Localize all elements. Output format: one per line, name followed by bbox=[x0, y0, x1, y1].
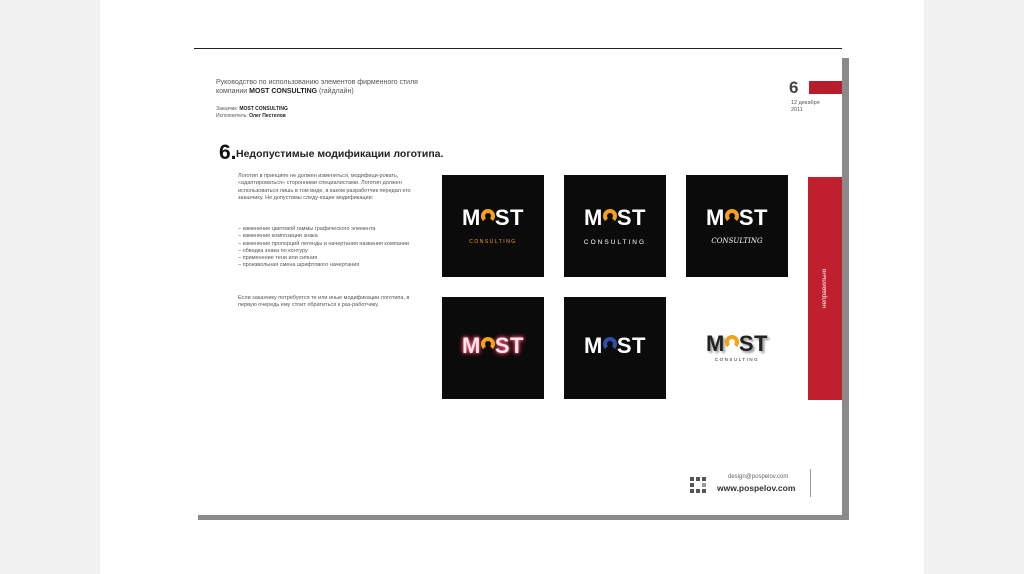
logo-subtitle: CONSULTING bbox=[583, 239, 647, 246]
logo-letter-m: M bbox=[462, 333, 481, 358]
list-item: – применение тени или сияния bbox=[238, 255, 318, 262]
guide-title-line2 bbox=[216, 87, 476, 96]
sidebar-label-wrap bbox=[808, 177, 842, 400]
logo-letter-m: M bbox=[584, 333, 603, 358]
arch-icon bbox=[481, 337, 495, 351]
footer-email[interactable]: design@pospelov.com bbox=[728, 474, 789, 480]
page-number-tab bbox=[809, 81, 842, 94]
logo-wordmark bbox=[564, 205, 666, 231]
logo-letter-m: M bbox=[584, 205, 603, 230]
guide-title-suffix: (гайдлайн) bbox=[317, 88, 354, 95]
executor-value: Олег Пестелов bbox=[249, 113, 286, 119]
logo-letters-st: ST bbox=[616, 205, 646, 230]
section-title: Недопустимые модификации логотипа. bbox=[236, 148, 444, 160]
logo-letters-st: ST bbox=[738, 331, 768, 356]
logo-letters-st: ST bbox=[494, 333, 524, 358]
list-item: – произвольная смена шрифтового начертания bbox=[238, 262, 360, 269]
logo-letters-st: ST bbox=[494, 205, 524, 230]
grid-logo-icon bbox=[690, 477, 706, 493]
logo-letter-m: M bbox=[706, 331, 725, 356]
client-line bbox=[216, 106, 288, 113]
arch-icon bbox=[725, 209, 739, 223]
logo-variant-shadow bbox=[686, 297, 788, 399]
list-item: – изменение пропорций легенды и начертания названия компании bbox=[238, 240, 409, 247]
logo-wordmark bbox=[442, 205, 544, 231]
sidebar-label: неправильно bbox=[821, 268, 829, 309]
logo-variant-glow bbox=[442, 297, 544, 399]
incorrect-sidebar bbox=[808, 177, 842, 400]
slide-page bbox=[194, 48, 842, 515]
arch-icon bbox=[725, 335, 739, 349]
list-item: – обводка знака по контуру bbox=[238, 247, 308, 254]
logo-variant-font bbox=[686, 175, 788, 277]
date-year: 2011 bbox=[791, 107, 803, 113]
logo-letters-st: ST bbox=[738, 205, 768, 230]
logo-subtitle: CONSULTING bbox=[711, 237, 763, 245]
logo-subtitle: CONSULTING bbox=[714, 357, 760, 362]
footer-website[interactable]: www.pospelov.com bbox=[717, 483, 796, 493]
page-date bbox=[791, 100, 820, 114]
executor-label: Исполнитель: bbox=[216, 113, 248, 119]
footer-divider bbox=[810, 469, 811, 497]
client-label: Заказчик: bbox=[216, 106, 238, 112]
page-number: 6 bbox=[789, 78, 799, 97]
arch-icon bbox=[603, 209, 617, 223]
logo-variant-proportions bbox=[564, 175, 666, 277]
modifications-list bbox=[238, 226, 428, 270]
arch-icon bbox=[481, 209, 495, 223]
executor-line bbox=[216, 113, 288, 120]
logo-variant-color bbox=[442, 175, 544, 277]
credits bbox=[216, 106, 288, 120]
logo-letters-st: ST bbox=[616, 333, 646, 358]
guide-title bbox=[216, 78, 476, 96]
arch-icon bbox=[603, 337, 617, 351]
section-number: 6. bbox=[219, 141, 237, 164]
logo-subtitle: CONSULTING bbox=[469, 239, 517, 245]
date-day: 12 декабря bbox=[791, 100, 820, 106]
list-item: – изменение композиции знака bbox=[238, 233, 318, 240]
outro-paragraph: Если заказчику потребуется те или иные модификации логотипа, в первую очередь ему стоит обратиться к раз-работчику. bbox=[238, 295, 410, 309]
logo-letter-m: M bbox=[462, 205, 481, 230]
logo-wordmark bbox=[564, 333, 666, 359]
logo-wordmark bbox=[686, 205, 788, 231]
intro-paragraph: Логотип в принципе не должен изменяться, модифици-ровать, «адаптироваться» сторонними специалистами. Логотип должен использоваться лишь в том виде, в каком разработчик передал его заказчику. Не допустимы следу-ющие модификации: bbox=[238, 173, 411, 201]
logo-wordmark bbox=[442, 333, 544, 359]
client-value: MOST CONSULTING bbox=[239, 106, 288, 112]
logo-variant-recolor bbox=[564, 297, 666, 399]
company-name: MOST CONSULTING bbox=[249, 88, 318, 95]
logo-letter-m: M bbox=[706, 205, 725, 230]
list-item: – изменение цветовой гаммы графического элемента bbox=[238, 226, 376, 232]
guide-title-line1: Руководство по использованию элементов фирменного стиля bbox=[216, 79, 418, 86]
guide-title-prefix: компании bbox=[216, 88, 250, 95]
logo-wordmark bbox=[686, 331, 788, 357]
